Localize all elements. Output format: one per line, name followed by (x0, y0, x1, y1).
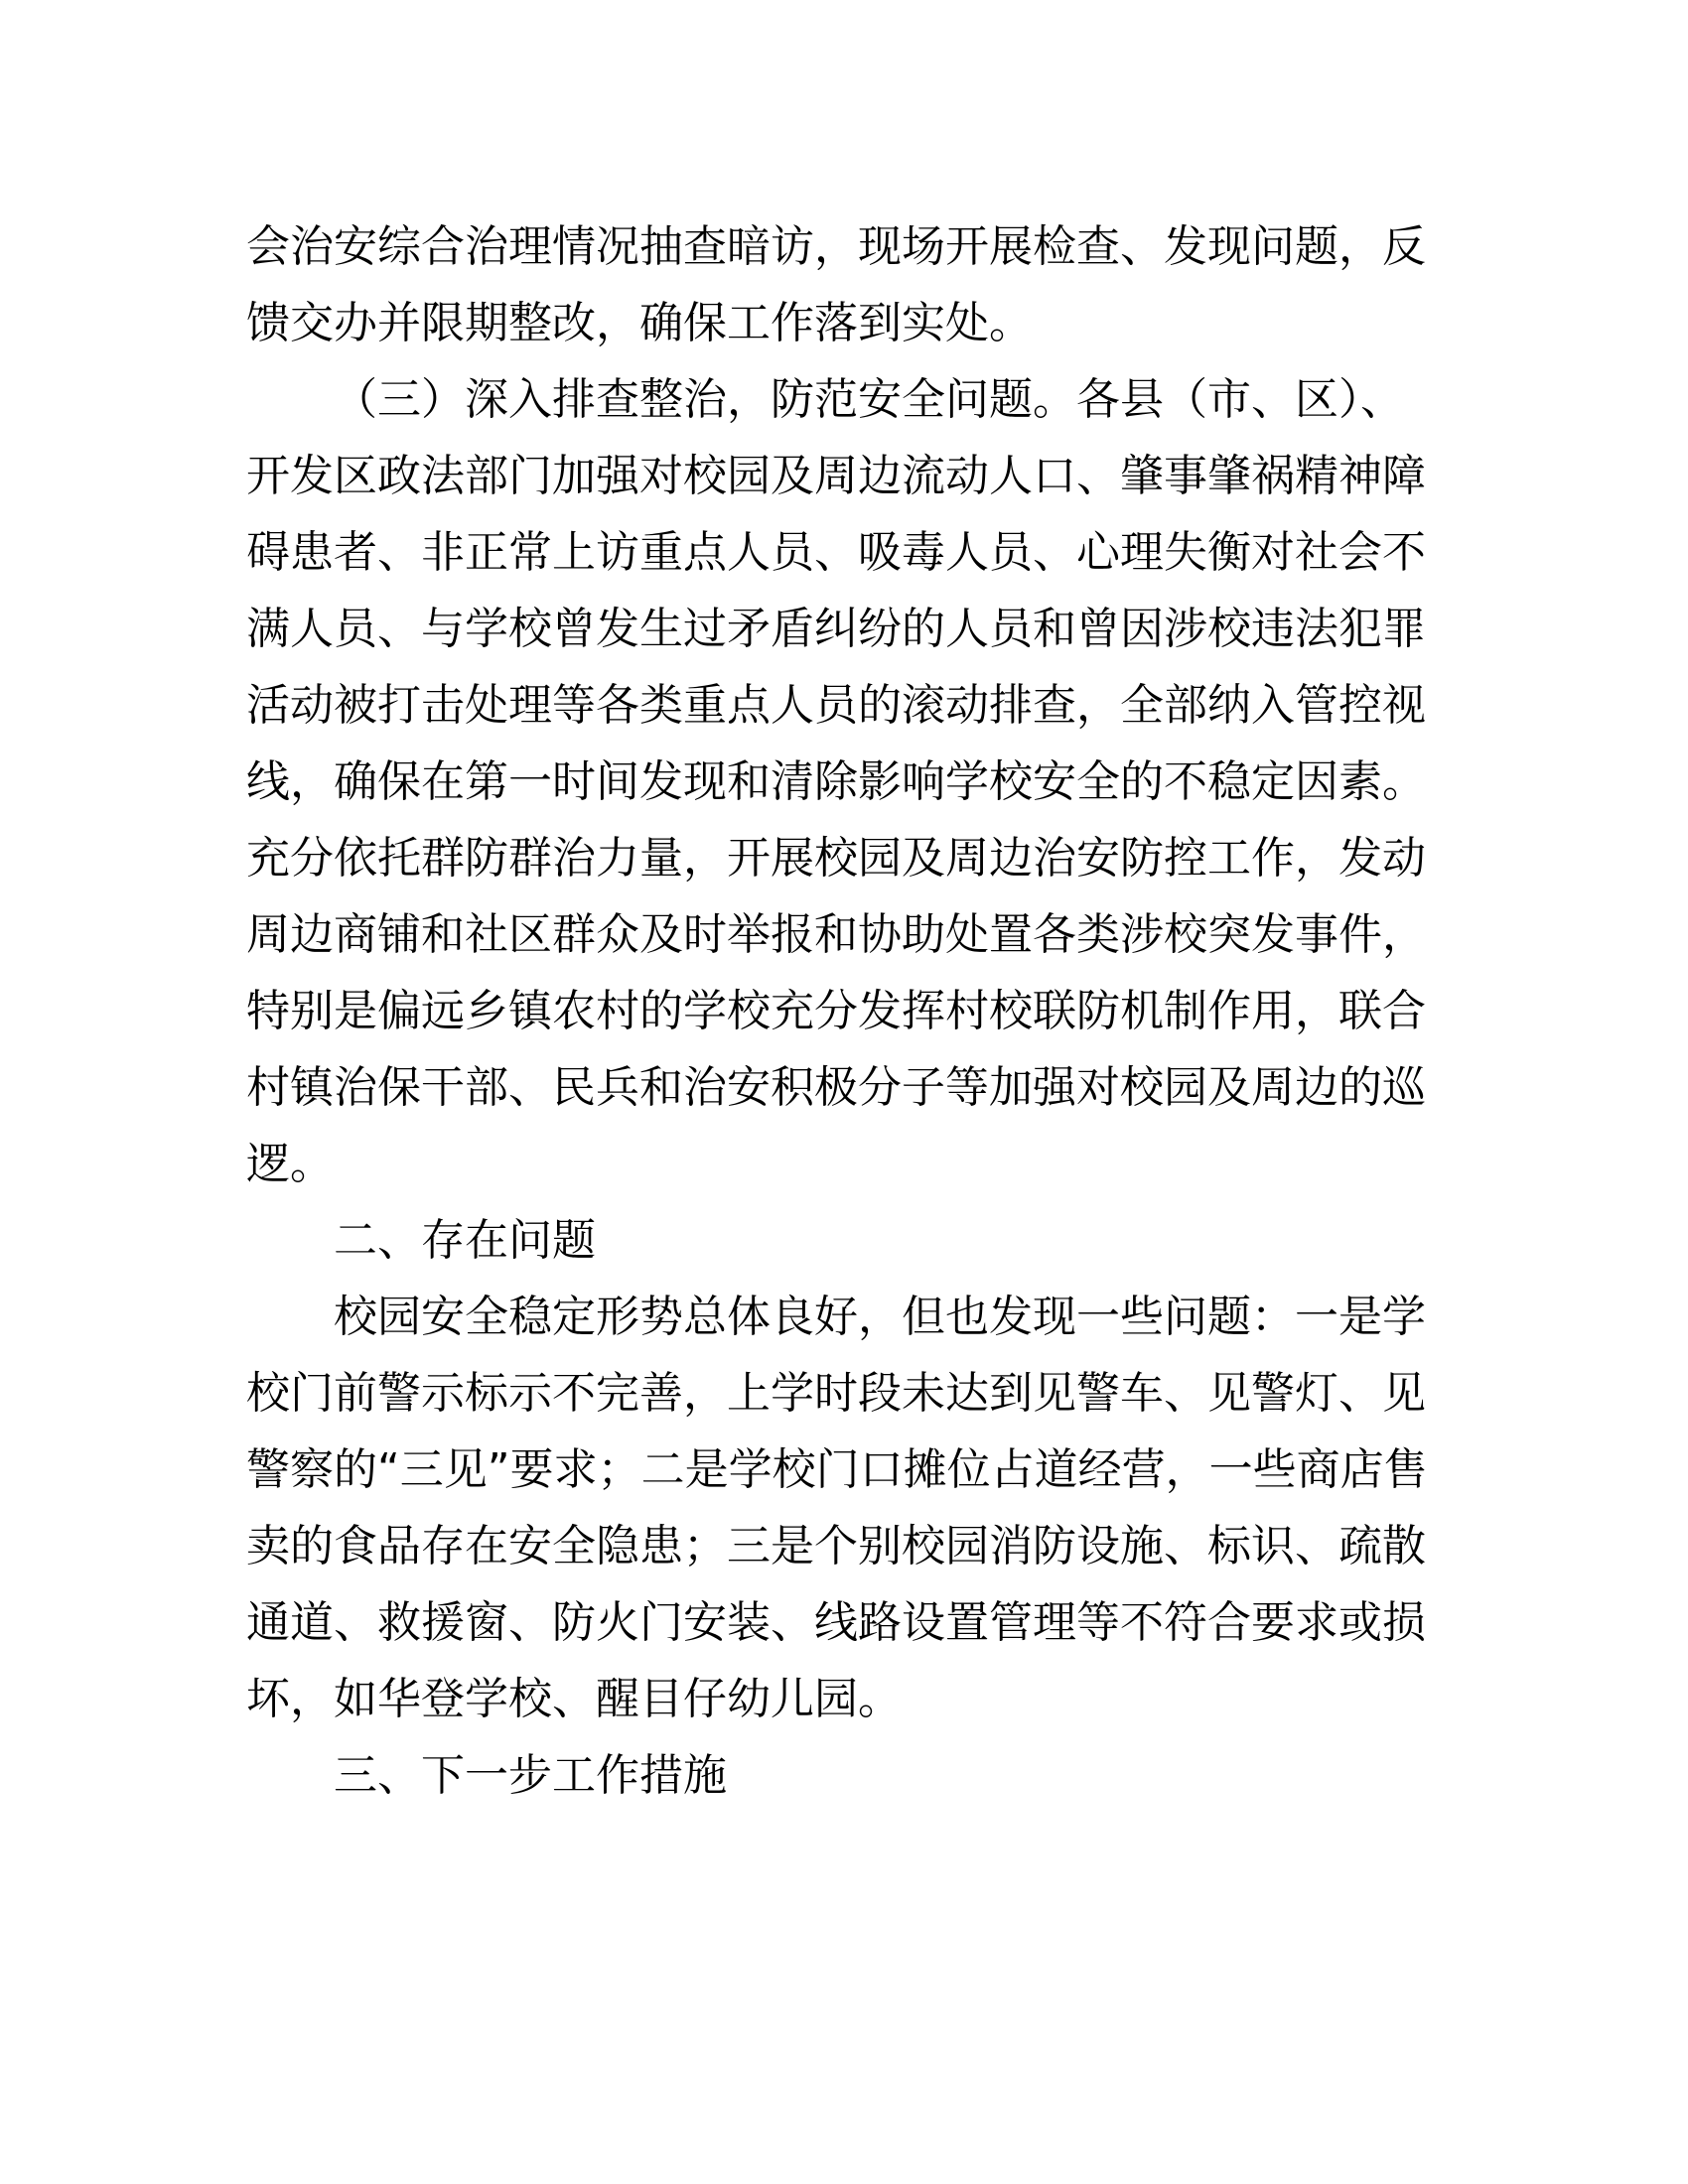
paragraph-continuation: 会治安综合治理情况抽查暗访，现场开展检查、发现问题，反馈交办并限期整改，确保工作落到实处。 (246, 221, 1426, 348)
paragraph-problems: 校园安全稳定形势总体良好，但也发现一些问题：一是学校门前警示标示不完善，上学时段未达到见警车、见警灯、见警察的“三见”要求；二是学校门口摊位占道经营，一些商店售卖的食品存在安全隐患；三是个别校园消防设施、标识、疏散通道、救援窗、防火门安装、线路设置管理等不符合要求或损坏，如华登学校、醒目仔幼儿园。 (246, 1292, 1428, 1724)
heading-existing-problems: 二、存在问题 (334, 1215, 596, 1266)
heading-next-steps: 三、下一步工作措施 (334, 1750, 727, 1801)
document-body (246, 208, 1432, 1814)
paragraph-section-three: （三）深入排查整治，防范安全问题。各县（市、区）、开发区政法部门加强对校园及周边流动人口、肇事肇祸精神障碍患者、非正常上访重点人员、吸毒人员、心理失衡对社会不满人员、与学校曾发生过矛盾纠纷的人员和曾因涉校违法犯罪活动被打击处理等各类重点人员的滚动排查，全部纳入管控视线，确保在第一时间发现和清除影响学校安全的不稳定因素。充分依托群防群治力量，开展校园及周边治安防控工作，发动周边商铺和社区群众及时举报和协助处置各类涉校突发事件，特别是偏远乡镇农村的学校充分发挥村校联防机制作用，联合村镇治保干部、民兵和治安积极分子等加强对校园及周边的巡逻。 (246, 374, 1426, 1189)
